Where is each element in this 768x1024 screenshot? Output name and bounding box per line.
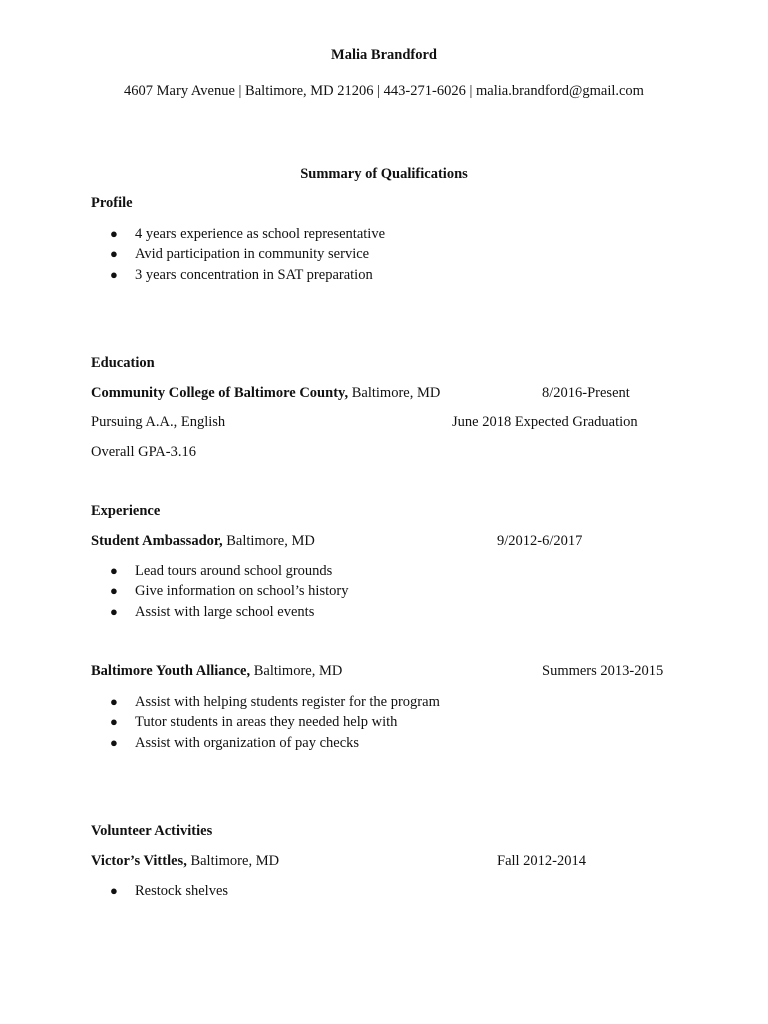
education-gpa: Overall GPA-3.16 — [91, 444, 196, 460]
bullet-icon: ● — [110, 603, 118, 619]
job-title: Student Ambassador, — [91, 533, 223, 549]
volunteer-location: Baltimore, MD — [186, 853, 280, 869]
school-name: Community College of Baltimore County, — [91, 385, 349, 401]
experience-heading: Experience — [91, 503, 161, 519]
bullet-icon: ● — [110, 563, 118, 578]
bullet-icon: ● — [110, 226, 118, 241]
list-item: ● Give information on school’s history — [110, 581, 348, 601]
bullet-icon: ● — [110, 246, 118, 262]
bullet-icon: ● — [110, 266, 118, 282]
list-item: ● 3 years concentration in SAT preparation — [110, 265, 385, 285]
volunteer-dates: Fall 2012-2014 — [497, 853, 587, 869]
list-item: ● Assist with helping students register for the program — [110, 692, 440, 712]
school-location: Baltimore, MD — [348, 385, 441, 401]
education-dates: 8/2016-Present — [542, 385, 630, 401]
bullet-icon: ● — [110, 583, 118, 599]
volunteer-org-line — [91, 854, 279, 869]
summary-title: Summary of Qualifications — [300, 166, 468, 182]
list-item: ● Assist with organization of pay checks — [110, 733, 440, 753]
bullet-icon: ● — [110, 883, 118, 898]
education-degree: Pursuing A.A., English — [91, 414, 226, 430]
volunteer-bullets — [110, 881, 228, 901]
bullet-icon: ● — [110, 694, 118, 709]
list-item: ● Tutor students in areas they needed help with — [110, 712, 440, 732]
profile-heading: Profile — [91, 195, 133, 211]
volunteer-org: Victor’s Vittles, — [91, 853, 187, 869]
education-school — [91, 386, 440, 401]
job-bullets — [110, 692, 440, 753]
job-dates: 9/2012-6/2017 — [497, 533, 583, 549]
job-title: Baltimore Youth Alliance, — [91, 663, 251, 679]
job-title-line — [91, 534, 315, 549]
volunteer-heading: Volunteer Activities — [91, 823, 213, 839]
job-title-line — [91, 664, 342, 679]
list-item: ● Assist with large school events — [110, 602, 348, 622]
job-dates: Summers 2013-2015 — [542, 663, 664, 679]
education-heading: Education — [91, 355, 155, 371]
education-graduation: June 2018 Expected Graduation — [452, 414, 638, 430]
list-item: ● Lead tours around school grounds — [110, 561, 348, 581]
profile-bullets — [110, 224, 385, 285]
job-location: Baltimore, MD — [250, 663, 343, 679]
job-location: Baltimore, MD — [222, 533, 315, 549]
bullet-icon: ● — [110, 714, 118, 730]
bullet-icon: ● — [110, 734, 118, 750]
job-bullets — [110, 561, 348, 622]
list-item: ● 4 years experience as school representative — [110, 224, 385, 244]
list-item: ● Avid participation in community service — [110, 244, 385, 264]
list-item: ● Restock shelves — [110, 881, 228, 901]
contact-line: 4607 Mary Avenue | Baltimore, MD 21206 | 443-271-6026 | malia.brandford@gmail.com — [124, 83, 644, 99]
resume-name: Malia Brandford — [331, 47, 437, 63]
